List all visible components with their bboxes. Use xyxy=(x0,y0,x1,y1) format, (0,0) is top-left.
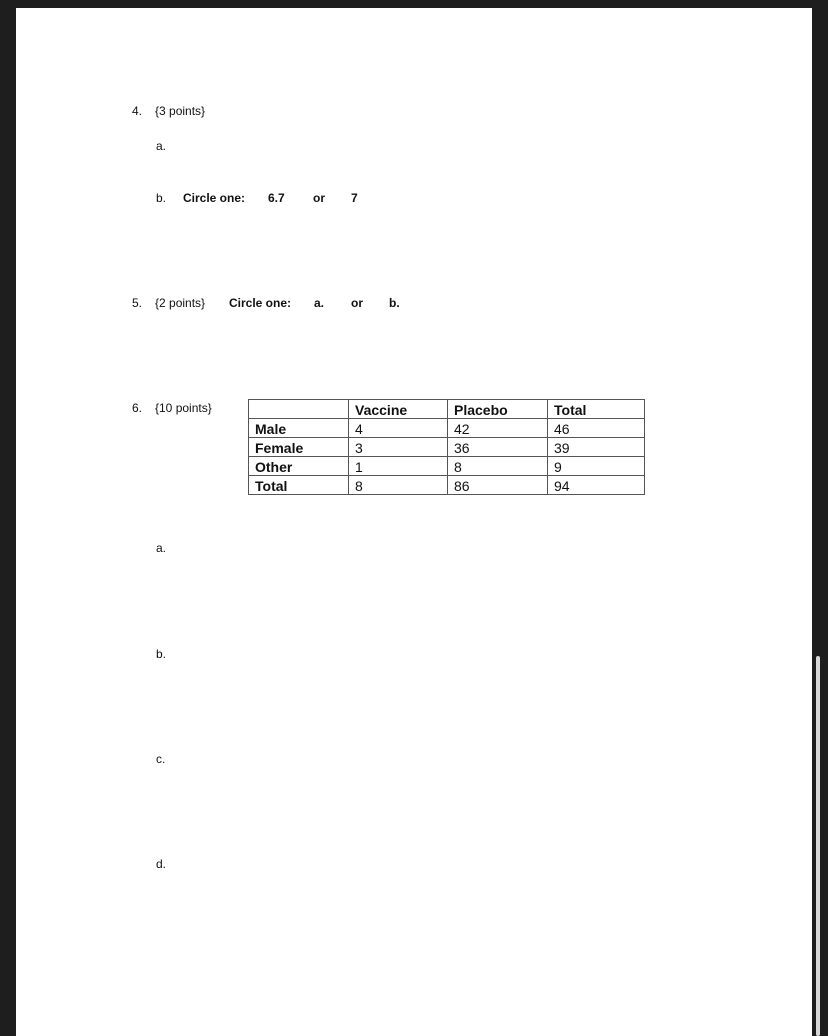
table-row-label: Male xyxy=(249,419,349,438)
q6-part-a-label: a. xyxy=(156,541,167,555)
table-header-cell xyxy=(249,400,349,419)
q5-option-b: b. xyxy=(389,296,400,310)
vertical-scrollbar[interactable] xyxy=(816,656,820,1036)
table-row xyxy=(249,438,645,457)
table-cell: 42 xyxy=(448,419,548,438)
q6-points: {10 points} xyxy=(155,401,212,415)
table-header-cell: Total xyxy=(548,400,645,419)
table-row xyxy=(249,419,645,438)
table-header-cell: Vaccine xyxy=(349,400,448,419)
q4-circle-one-prompt: Circle one: xyxy=(183,191,246,205)
table-cell: 36 xyxy=(448,438,548,457)
q4-part-b-label: b. xyxy=(156,191,167,205)
table-header-cell: Placebo xyxy=(448,400,548,419)
table-cell: 94 xyxy=(548,476,645,495)
table-row-label: Female xyxy=(249,438,349,457)
q5-or: or xyxy=(351,296,363,310)
q6-part-d-label: d. xyxy=(156,857,167,871)
q5-number: 5. xyxy=(132,296,143,310)
table-row xyxy=(249,476,645,495)
table-row-label: Other xyxy=(249,457,349,476)
table-cell: 4 xyxy=(349,419,448,438)
q5-points: {2 points} xyxy=(155,296,206,310)
table-cell: 9 xyxy=(548,457,645,476)
table-cell: 46 xyxy=(548,419,645,438)
table-cell: 39 xyxy=(548,438,645,457)
q4-number: 4. xyxy=(132,104,143,118)
q6-part-b-label: b. xyxy=(156,647,167,661)
table-cell: 86 xyxy=(448,476,548,495)
table-row xyxy=(249,457,645,476)
q4-points: {3 points} xyxy=(155,104,206,118)
q5-circle-one-prompt: Circle one: xyxy=(229,296,292,310)
q6-number: 6. xyxy=(132,401,143,415)
q4-part-a-label: a. xyxy=(156,139,167,153)
q4-option-7: 7 xyxy=(351,191,358,205)
table-cell: 8 xyxy=(448,457,548,476)
document-page xyxy=(16,8,812,1036)
table-header-row xyxy=(249,400,645,419)
table-cell: 1 xyxy=(349,457,448,476)
table-cell: 3 xyxy=(349,438,448,457)
table-cell: 8 xyxy=(349,476,448,495)
q4-option-6-7: 6.7 xyxy=(268,191,285,205)
contingency-table xyxy=(248,399,645,495)
table-row-label: Total xyxy=(249,476,349,495)
q6-part-c-label: c. xyxy=(156,752,166,766)
q4-or: or xyxy=(313,191,325,205)
q5-option-a: a. xyxy=(314,296,325,310)
